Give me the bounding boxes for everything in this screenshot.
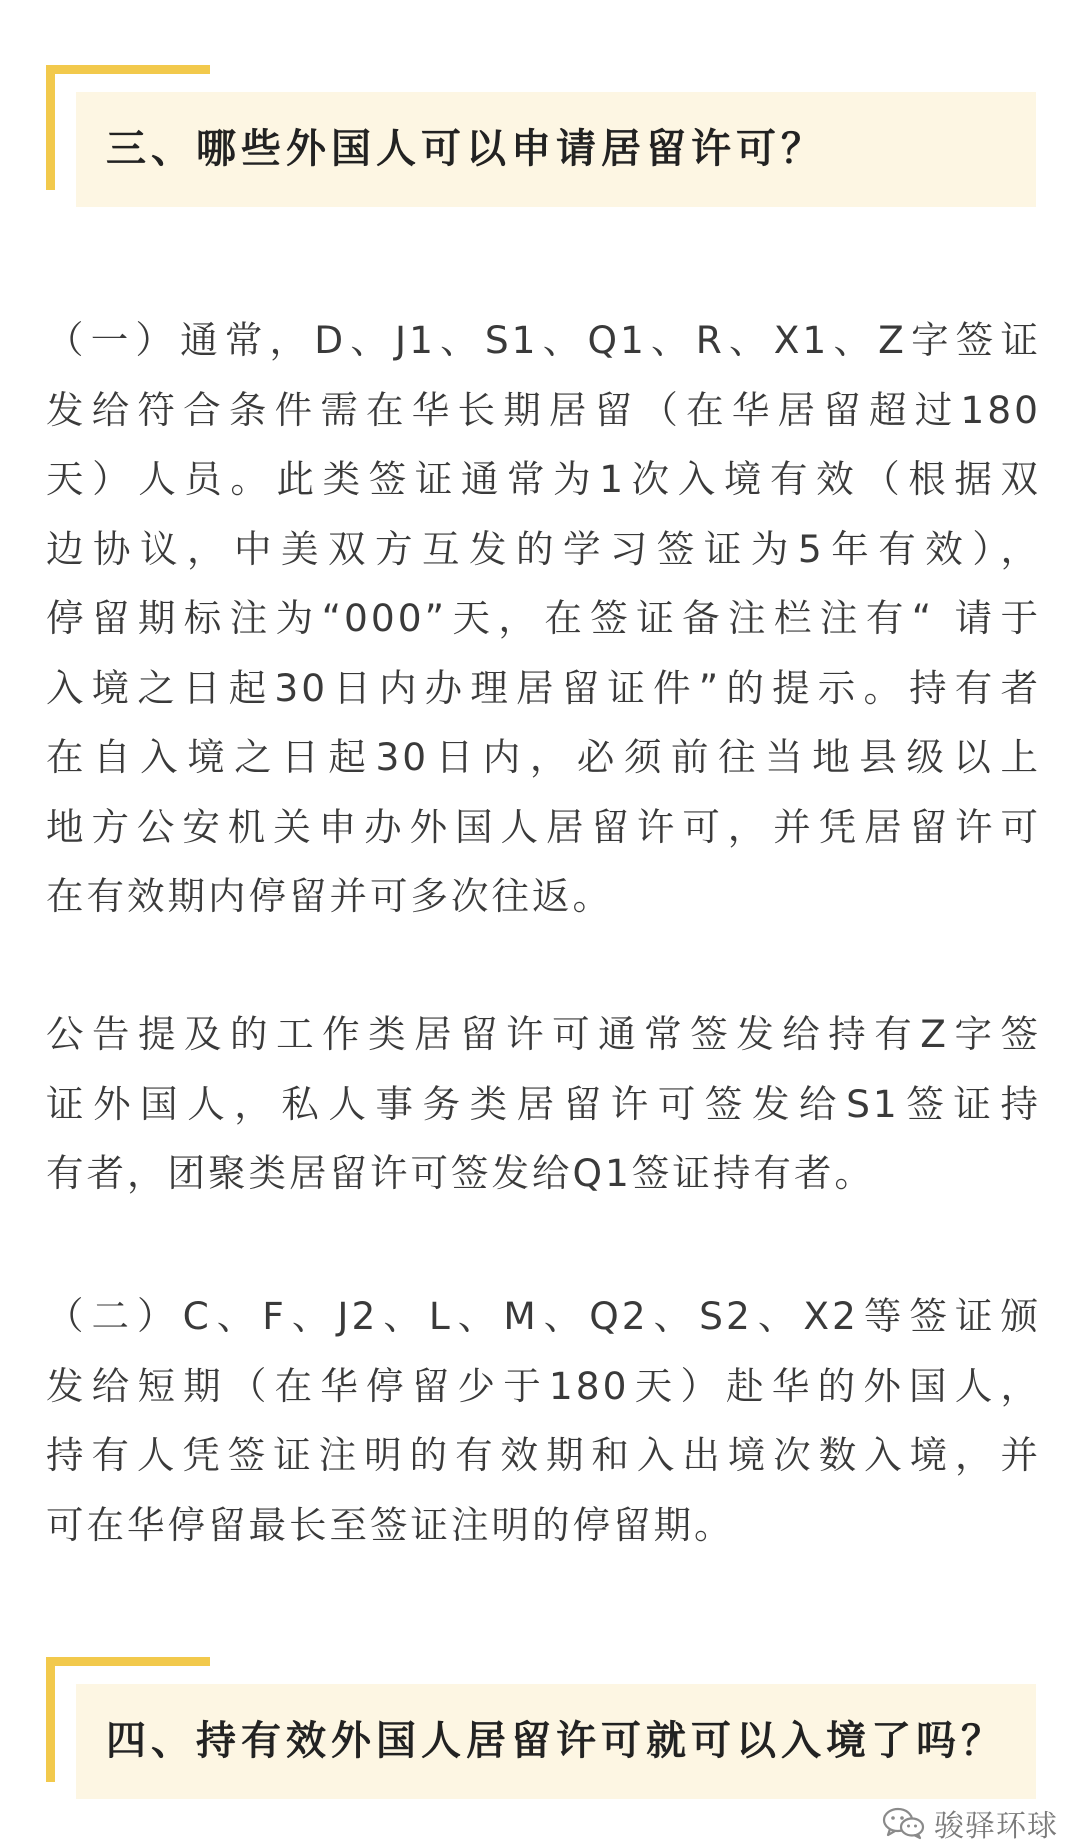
paragraph-line: 在有效期内停留并可多次往返。 bbox=[46, 874, 613, 918]
paragraph-long-term-visas bbox=[46, 306, 1041, 932]
paragraph-line: 在自入境之日起30日内，必须前往当地县级以上 bbox=[46, 735, 1041, 779]
paragraph-line: 发给符合条件需在华长期居留（在华居留超过180 bbox=[46, 387, 1041, 432]
section-four-heading: 四、持有效外国人居留许可就可以入境了吗？ bbox=[106, 1718, 1006, 1764]
paragraph-line: 天）人员。此类签证通常为1次入境有效（根据双 bbox=[46, 457, 1041, 501]
source-watermark bbox=[882, 1801, 1058, 1845]
paragraph-line: （二）C、F、J2、L、M、Q2、S2、X2等签证颁 bbox=[46, 1294, 1041, 1338]
paragraph-line: 有者，团聚类居留许可签发给Q1签证持有者。 bbox=[46, 1151, 875, 1195]
section-three-heading-block bbox=[46, 65, 1036, 215]
section-four-heading-block bbox=[46, 1657, 1036, 1807]
paragraph-line: 停留期标注为“000”天，在签证备注栏注有“ 请于 bbox=[46, 596, 1041, 640]
paragraph-line: 发给短期（在华停留少于180天）赴华的外国人， bbox=[46, 1363, 1041, 1408]
paragraph-line: 持有人凭签证注明的有效期和入出境次数入境，并 bbox=[46, 1433, 1041, 1477]
paragraph-line: 证外国人，私人事务类居留许可签发给S1签证持 bbox=[46, 1081, 1041, 1126]
paragraph-line: 公告提及的工作类居留许可通常签发给持有Z字签 bbox=[46, 1012, 1041, 1056]
paragraph-line: 地方公安机关申办外国人居留许可，并凭居留许可 bbox=[46, 804, 1041, 849]
paragraph-permit-types bbox=[46, 1000, 1041, 1209]
section-three-heading: 三、哪些外国人可以申请居留许可？ bbox=[106, 126, 826, 172]
paragraph-line: 入境之日起30日内办理居留证件”的提示。持有者 bbox=[46, 665, 1041, 710]
paragraph-short-term-visas bbox=[46, 1282, 1041, 1560]
wechat-icon bbox=[882, 1806, 926, 1840]
watermark-text: 骏驿环球 bbox=[934, 1809, 1058, 1844]
paragraph-line: 边协议，中美双方互发的学习签证为5年有效）， bbox=[46, 526, 1041, 571]
paragraph-line: （一）通常，D、J1、S1、Q1、R、X1、Z字签证 bbox=[46, 318, 1041, 362]
paragraph-line: 可在华停留最长至签证注明的停留期。 bbox=[46, 1502, 735, 1547]
